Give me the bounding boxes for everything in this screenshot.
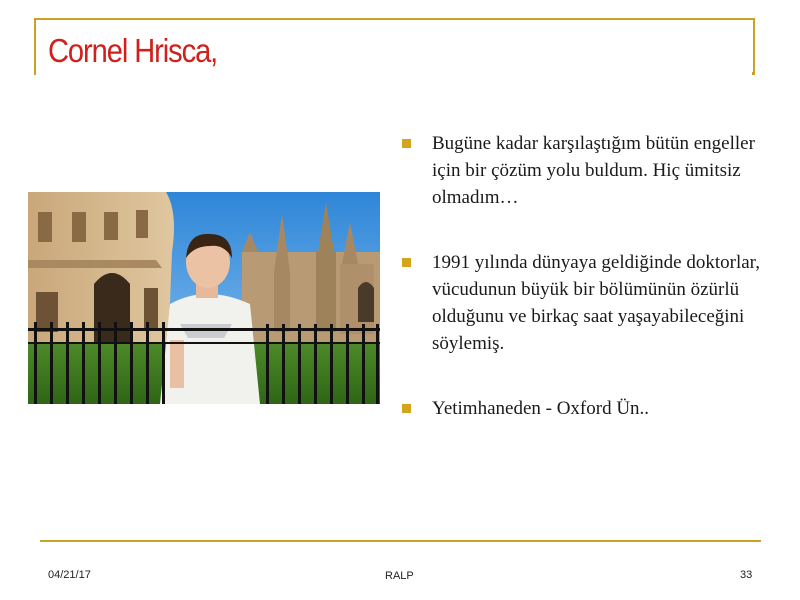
footer-page-number: 33 bbox=[740, 569, 753, 581]
bullet-text: Yetimhaneden - Oxford Ün.. bbox=[432, 398, 650, 419]
corner-dot bbox=[752, 72, 755, 75]
bullet-item bbox=[402, 249, 782, 357]
bullet-item bbox=[402, 395, 782, 422]
footer-center-text: RALP bbox=[385, 570, 414, 582]
bullet-square-icon bbox=[402, 404, 411, 413]
bullet-square-icon bbox=[402, 258, 411, 267]
left-rule bbox=[34, 18, 36, 75]
bullet-text: Bugüne kadar karşılaştığım bütün engeller için bir çözüm yolu buldum. Hiç ümitsiz olmadım… bbox=[432, 133, 755, 208]
bullet-text: 1991 yılında dünyaya geldiğinde doktorlar, vücudunun büyük bir bölümünün özürlü olduğunu ve birkaç saat yaşayabileceğini söylemiş. bbox=[432, 252, 760, 354]
slide-photo bbox=[28, 192, 380, 404]
bullet-list bbox=[402, 130, 782, 422]
bullet-item bbox=[402, 130, 782, 211]
person-photo-icon bbox=[28, 192, 380, 404]
bullet-square-icon bbox=[402, 139, 411, 148]
top-rule bbox=[34, 18, 755, 20]
right-rule bbox=[753, 18, 755, 75]
footer-date: 04/21/17 bbox=[48, 569, 91, 581]
slide-title: Cornel Hrisca, bbox=[48, 32, 218, 69]
bottom-rule bbox=[40, 540, 761, 542]
